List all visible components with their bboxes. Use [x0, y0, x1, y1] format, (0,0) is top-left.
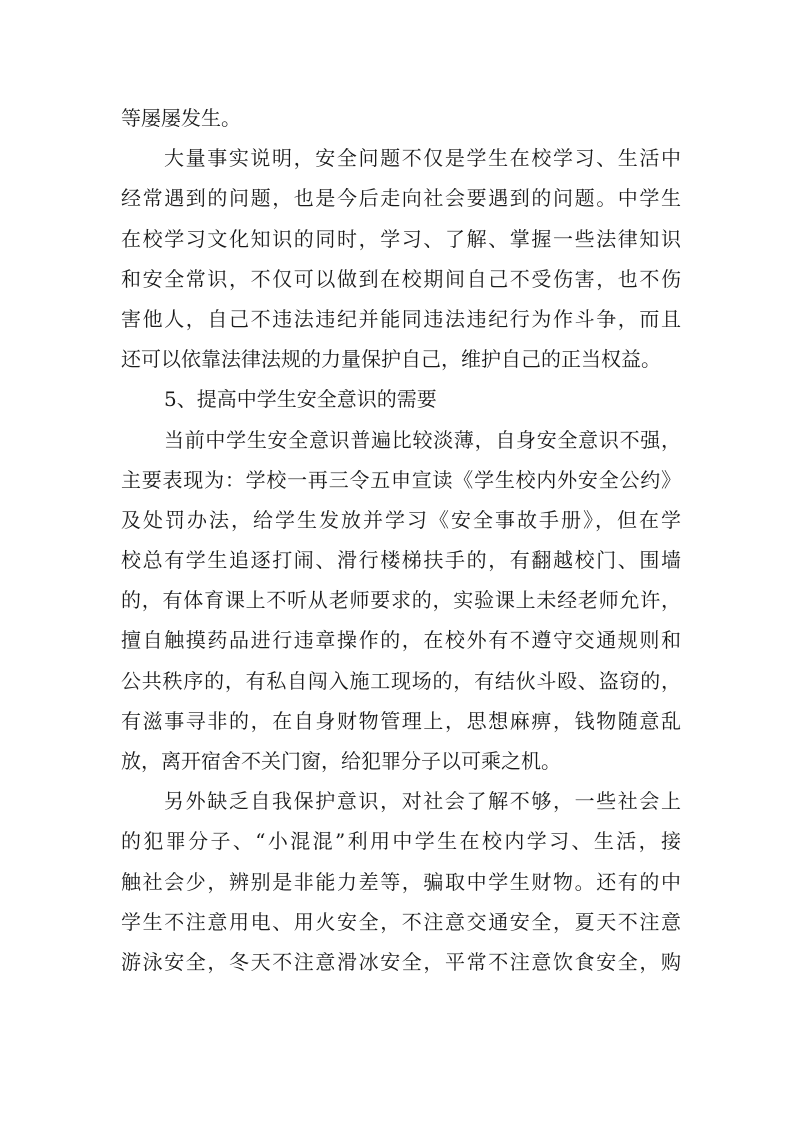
text-line: 和安全常识，不仅可以做到在校期间自己不受伤害，也不伤 [121, 266, 681, 291]
text-line: 的，有体育课上不听从老师要求的，实验课上未经老师允许， [121, 588, 681, 613]
text-line: 校总有学生追逐打闹、滑行楼梯扶手的，有翻越校门、围墙 [121, 548, 681, 573]
text-line: 主要表现为：学校一再三令五申宣读《学生校内外安全公约》 [121, 467, 681, 492]
text-line: 大量事实说明，安全问题不仅是学生在校学习、生活中 [164, 146, 681, 171]
text-line: 的犯罪分子、“小混混”利用中学生在校内学习、生活，接 [121, 829, 681, 854]
text-line: 及处罚办法，给学生发放并学习《安全事故手册》，但在学 [121, 507, 681, 532]
document-body [121, 98, 681, 982]
text-line: 害他人，自己不违法违纪并能同违法违纪行为作斗争，而且 [121, 306, 681, 331]
text-line: 放，离开宿舍不关门窗，给犯罪分子以可乘之机。 [121, 749, 561, 773]
text-line: 还可以依靠法律法规的力量保护自己，维护自己的正当权益。 [121, 347, 661, 372]
text-line: 游泳安全，冬天不注意滑冰安全，平常不注意饮食安全，购 [121, 949, 681, 974]
text-line: 公共秩序的，有私自闯入施工现场的，有结伙斗殴、盗窃的， [121, 668, 681, 693]
text-line: 擅自触摸药品进行违章操作的，在校外有不遵守交通规则和 [121, 628, 681, 653]
text-line: 经常遇到的问题，也是今后走向社会要遇到的问题。中学生 [121, 186, 681, 211]
text-line: 有滋事寻非的，在自身财物管理上，思想麻痹，钱物随意乱 [121, 708, 681, 733]
text-line: 等屡屡发生。 [121, 106, 241, 130]
text-line: 当前中学生安全意识普遍比较淡薄，自身安全意识不强， [164, 427, 681, 452]
section-heading: 5、提高中学生安全意识的需要 [164, 387, 437, 412]
text-line: 另外缺乏自我保护意识，对社会了解不够，一些社会上 [164, 789, 681, 814]
text-line: 在校学习文化知识的同时，学习、了解、掌握一些法律知识 [121, 226, 681, 251]
text-line: 学生不注意用电、用火安全，不注意交通安全，夏天不注意 [121, 909, 681, 934]
text-line: 触社会少，辨别是非能力差等，骗取中学生财物。还有的中 [121, 869, 681, 894]
